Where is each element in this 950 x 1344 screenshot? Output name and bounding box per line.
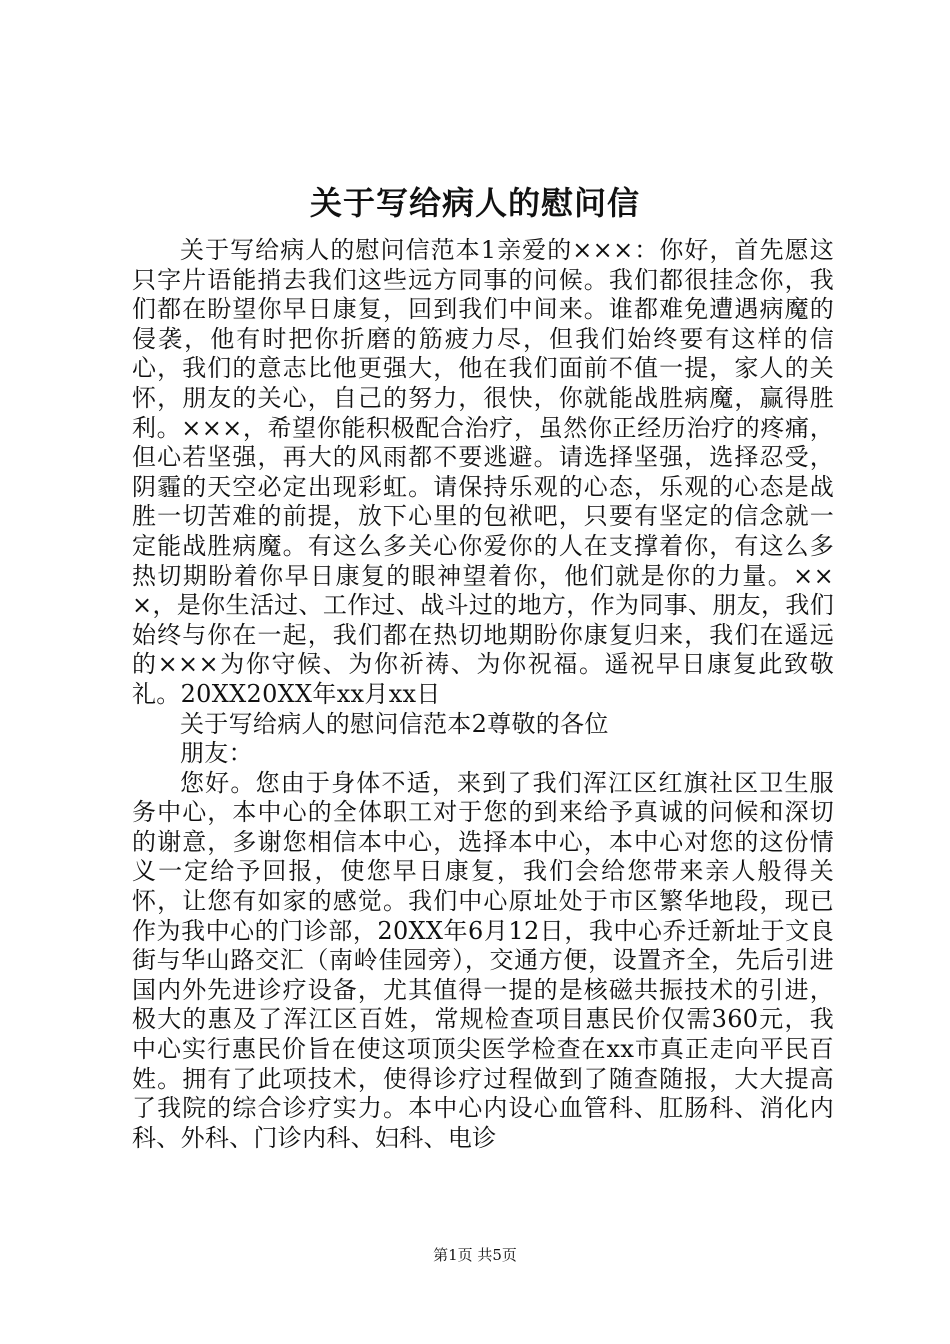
- page-number-footer: 第1页 共5页: [433, 1246, 517, 1264]
- document-body: [132, 236, 834, 1153]
- paragraph-letter-1: 关于写给病人的慰问信范本1亲爱的×××：你好，首先愿这只字片语能捎去我们这些远方同事的问候。我们都很挂念你，我们都在盼望你早日康复，回到我们中间来。谁都难免遭遇病魔的侵袭，他有时把你折磨的筋疲力尽，但我们始终要有这样的信心，我们的意志比他更强大，他在我们面前不值一提，家人的关怀，朋友的关心，自己的努力，很快，你就能战胜病魔，赢得胜利。×××，希望你能积极配合治疗，虽然你正经历治疗的疼痛，但心若坚强，再大的风雨都不要逃避。请选择坚强，选择忍受，阴霾的天空必定出现彩虹。请保持乐观的心态，乐观的心态是战胜一切苦难的前提，放下心里的包袱吧，只要有坚定的信念就一定能战胜病魔。有这么多关心你爱你的人在支撑着你，有这么多热切期盼着你早日康复的眼神望着你，他们就是你的力量。×××，是你生活过、工作过、战斗过的地方，作为同事、朋友，我们始终与你在一起，我们都在热切地期盼你康复归来，我们在遥远的×××为你守候、为你祈祷、为你祝福。遥祝早日康复此致敬礼。20XX20XX年xx月xx日: [132, 236, 834, 708]
- document-title: 关于写给病人的慰问信: [309, 184, 640, 222]
- paragraph-salutation: 朋友：: [180, 739, 253, 768]
- paragraph-letter-2-heading: 关于写给病人的慰问信范本2尊敬的各位: [180, 709, 609, 738]
- paragraph-letter-2-body: 您好。您由于身体不适，来到了我们浑江区红旗社区卫生服务中心，本中心的全体职工对于您的到来给予真诚的问候和深切的谢意，多谢您相信本中心，选择本中心，本中心对您的这份情义一定给予回报，使您早日康复，我们会给您带来亲人般得关怀，让您有如家的感觉。我们中心原址处于市区繁华地段，现已作为我中心的门诊部，20XX年6月12日，我中心乔迁新址于文良街与华山路交汇（南岭佳园旁），交通方便，设置齐全，先后引进国内外先进诊疗设备，尤其值得一提的是核磁共振技术的引进，极大的惠及了浑江区百姓，常规检查项目惠民价仅需360元，我中心实行惠民价旨在使这项顶尖医学检查在xx市真正走向平民百姓。拥有了此项技术，使得诊疗过程做到了随查随报，大大提高了我院的综合诊疗实力。本中心内设心血管科、肛肠科、消化内科、外科、门诊内科、妇科、电诊: [132, 768, 834, 1152]
